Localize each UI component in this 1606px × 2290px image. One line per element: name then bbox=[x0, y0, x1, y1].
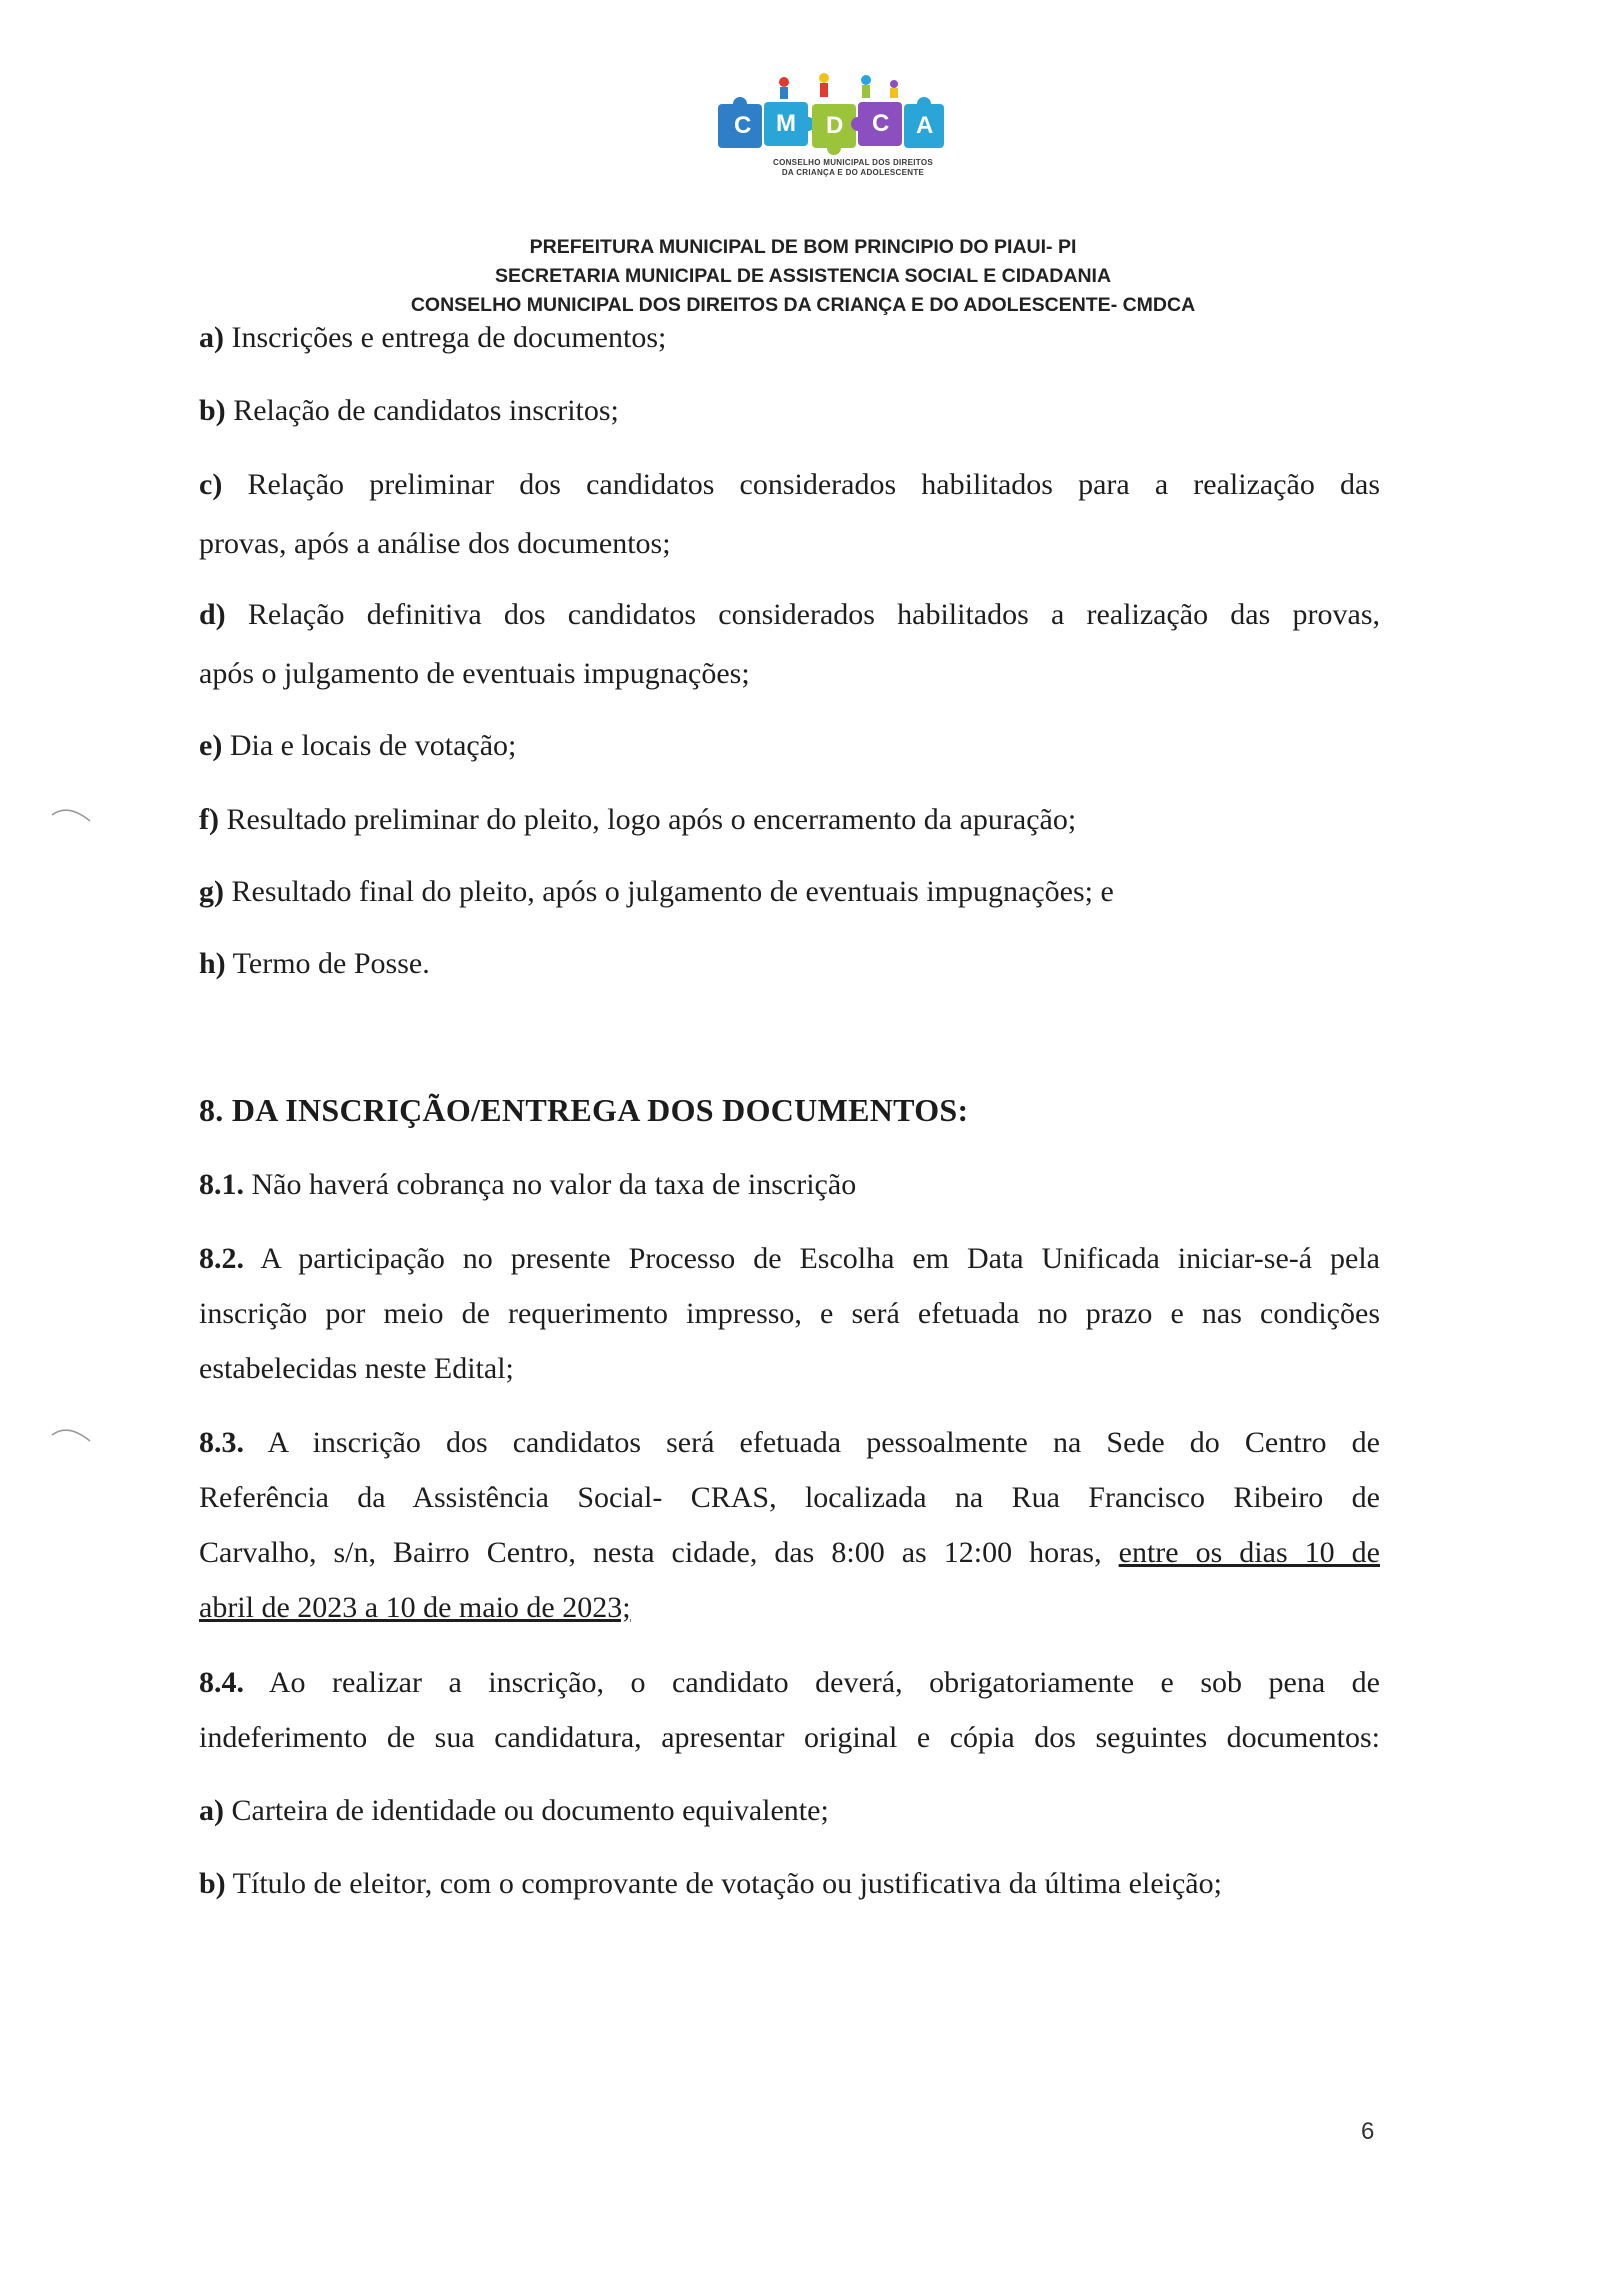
section-heading: 8. DA INSCRIÇÃO/ENTREGA DOS DOCUMENTOS: bbox=[199, 1092, 969, 1128]
logo-caption-line1: CONSELHO MUNICIPAL DOS DIREITOS bbox=[773, 158, 933, 167]
page-number: 6 bbox=[1361, 2118, 1375, 2145]
list-label: e) bbox=[199, 729, 223, 762]
paragraph-8-2-line2: inscrição por meio de requerimento impresso, e será efetuada no prazo e nas condições bbox=[199, 1297, 1380, 1330]
cmdca-logo bbox=[716, 64, 972, 204]
list-text: Carteira de identidade ou documento equivalente; bbox=[231, 1794, 829, 1827]
list-item-h bbox=[199, 946, 430, 982]
logo-letter-m: M bbox=[776, 110, 796, 137]
paragraph-text: A inscrição dos candidatos será efetuada pessoalmente na Sede do Centro de bbox=[267, 1426, 1380, 1459]
paragraph-text: Ao realizar a inscrição, o candidato deverá, obrigatoriamente e sob pena de bbox=[268, 1666, 1380, 1699]
binder-hole-mark bbox=[50, 803, 94, 827]
document-item-a bbox=[199, 1793, 829, 1829]
paragraph-8-3-line1 bbox=[199, 1425, 1380, 1461]
header-line-2: SECRETARIA MUNICIPAL DE ASSISTENCIA SOCIAL E CIDADANIA bbox=[494, 265, 1112, 287]
list-text: Termo de Posse. bbox=[232, 947, 430, 980]
list-item-f bbox=[199, 802, 1076, 838]
paragraph-text: A participação no presente Processo de Escolha em Data Unificada iniciar-se-á pela bbox=[260, 1242, 1380, 1275]
paragraph-8-4-line1 bbox=[199, 1665, 1380, 1701]
paragraph-8-3-line2: Referência da Assistência Social- CRAS, localizada na Rua Francisco Ribeiro de bbox=[199, 1481, 1380, 1514]
list-label: b) bbox=[199, 1867, 226, 1900]
list-label: c) bbox=[199, 468, 223, 501]
list-label: h) bbox=[199, 947, 226, 980]
list-text: Relação preliminar dos candidatos considerados habilitados para a realização das bbox=[247, 468, 1380, 501]
list-item-c-line2: provas, após a análise dos documentos; bbox=[199, 527, 671, 560]
list-label: b) bbox=[199, 394, 226, 427]
paragraph-text: Não haverá cobrança no valor da taxa de inscrição bbox=[251, 1168, 857, 1201]
list-text: Inscrições e entrega de documentos; bbox=[231, 321, 667, 354]
list-text: Resultado final do pleito, após o julgamento de eventuais impugnações; e bbox=[231, 875, 1114, 908]
binder-hole-mark bbox=[50, 1423, 94, 1447]
list-label: d) bbox=[199, 598, 226, 631]
list-item-c-line1 bbox=[199, 467, 1380, 503]
underlined-date-range: entre os dias 10 de bbox=[1118, 1536, 1381, 1569]
logo-letter-c: C bbox=[734, 112, 752, 139]
paragraph-label: 8.2. bbox=[199, 1242, 244, 1275]
paragraph-8-4-line2: indeferimento de sua candidatura, apresentar original e cópia dos seguintes documentos: bbox=[199, 1721, 1380, 1754]
document-item-b bbox=[199, 1866, 1222, 1902]
logo-caption-line2: DA CRIANÇA E DO ADOLESCENTE bbox=[781, 168, 925, 177]
list-text: Título de eleitor, com o comprovante de votação ou justificativa da última eleição; bbox=[232, 1867, 1222, 1900]
list-item-b bbox=[199, 393, 619, 429]
list-label: a) bbox=[199, 321, 224, 354]
list-label: a) bbox=[199, 1794, 224, 1827]
list-item-d-line2: após o julgamento de eventuais impugnações; bbox=[199, 657, 750, 690]
list-text: Relação de candidatos inscritos; bbox=[233, 394, 619, 427]
paragraph-label: 8.3. bbox=[199, 1426, 244, 1459]
logo-letter-c2: C bbox=[872, 110, 890, 137]
paragraph-8-3-line3 bbox=[199, 1535, 1380, 1571]
paragraph-8-1 bbox=[199, 1167, 856, 1203]
list-item-a bbox=[199, 320, 666, 356]
list-text: Relação definitiva dos candidatos considerados habilitados a realização das provas, bbox=[247, 598, 1380, 631]
logo-letter-a: A bbox=[916, 112, 934, 139]
header-line-3: CONSELHO MUNICIPAL DOS DIREITOS DA CRIANÇA E DO ADOLESCENTE- CMDCA bbox=[410, 294, 1196, 316]
paragraph-text: Carvalho, s/n, Bairro Centro, nesta cidade, das 8:00 as 12:00 horas, bbox=[199, 1536, 1102, 1569]
list-text: Dia e locais de votação; bbox=[229, 729, 517, 762]
list-text: Resultado preliminar do pleito, logo após o encerramento da apuração; bbox=[226, 803, 1077, 836]
paragraph-label: 8.1. bbox=[199, 1168, 244, 1201]
list-label: f) bbox=[199, 803, 219, 836]
paragraph-8-2-line3: estabelecidas neste Edital; bbox=[199, 1352, 514, 1385]
paragraph-8-2-line1 bbox=[199, 1241, 1380, 1277]
list-item-e bbox=[199, 728, 516, 764]
paragraph-8-3-line4: abril de 2023 a 10 de maio de 2023; bbox=[199, 1591, 631, 1624]
list-label: g) bbox=[199, 875, 224, 908]
logo-letter-d: D bbox=[826, 112, 844, 139]
paragraph-label: 8.4. bbox=[199, 1666, 244, 1699]
logo-caption bbox=[768, 158, 938, 178]
list-item-g bbox=[199, 874, 1114, 910]
logo-letters bbox=[716, 104, 972, 148]
header-line-1: PREFEITURA MUNICIPAL DE BOM PRINCIPIO DO PIAUI- PI bbox=[529, 236, 1077, 258]
list-item-d-line1 bbox=[199, 597, 1380, 633]
